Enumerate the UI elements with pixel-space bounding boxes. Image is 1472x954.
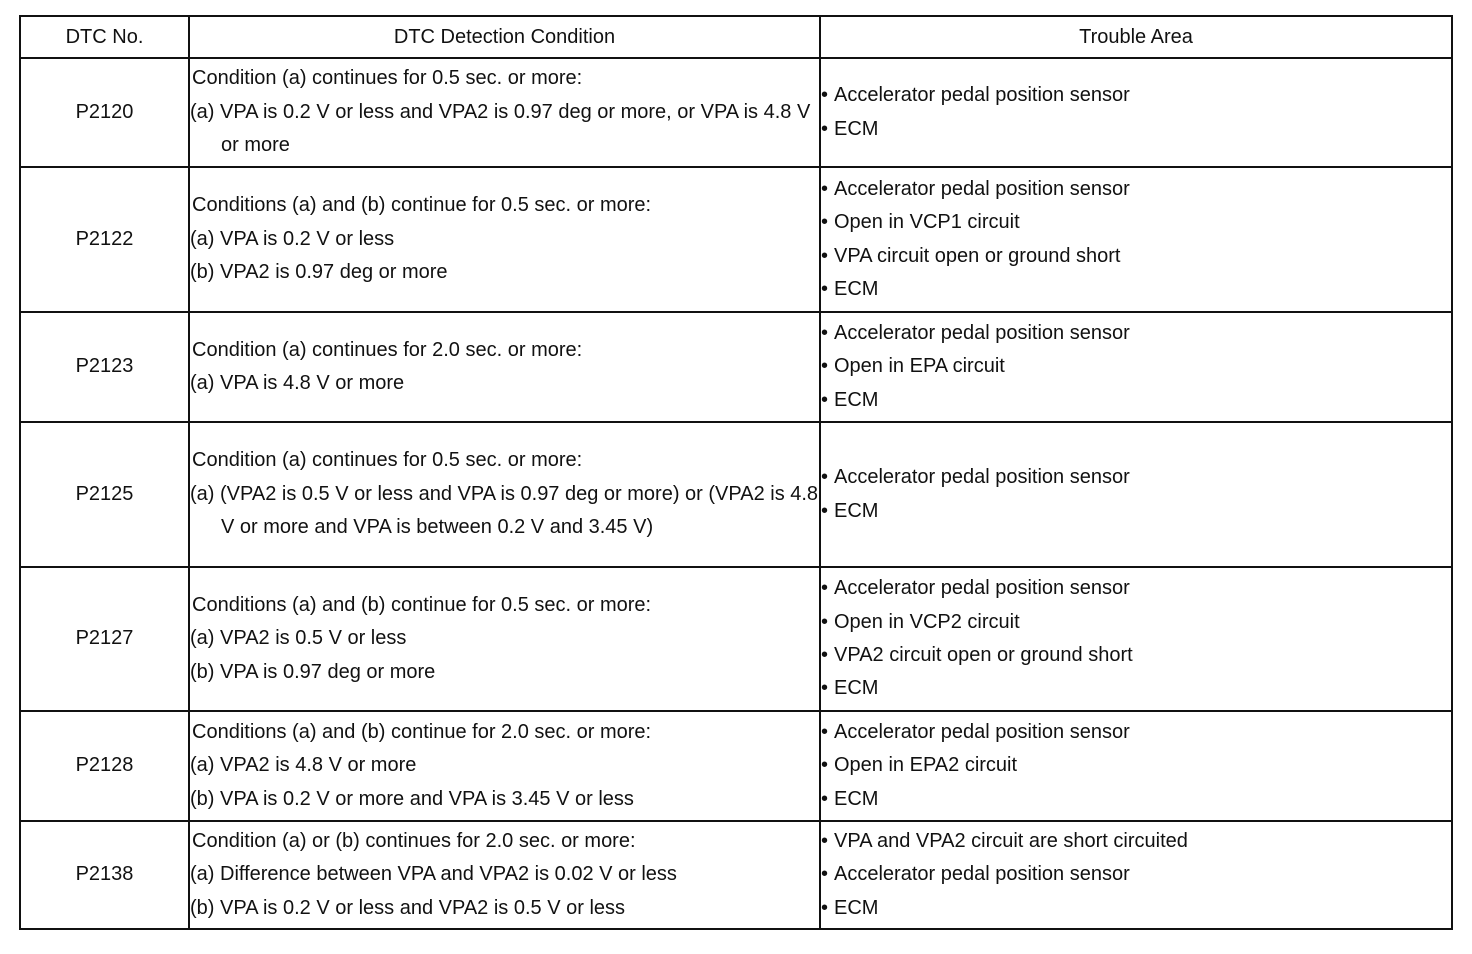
condition-line: (a) Difference between VPA and VPA2 is 0.02 V or less (190, 863, 677, 886)
trouble-area-text: Accelerator pedal position sensor (834, 863, 1130, 886)
table-row (20, 422, 1452, 567)
bullet-icon: • (821, 177, 829, 200)
bullet-icon: • (821, 896, 829, 919)
trouble-area-item (821, 892, 1451, 925)
table-row (20, 567, 1452, 711)
trouble-area (820, 312, 1452, 422)
detection-condition (189, 821, 820, 929)
trouble-area-item (821, 783, 1451, 816)
condition-line: Condition (a) continues for 2.0 sec. or more: (192, 338, 583, 361)
dtc-code: P2125 (20, 422, 189, 567)
trouble-area-text: ECM (834, 499, 879, 522)
trouble-area-item (821, 113, 1451, 146)
trouble-area-item (821, 461, 1451, 494)
condition-line: Condition (a) or (b) continues for 2.0 sec. or more: (192, 829, 636, 852)
condition-line: (b) VPA is 0.2 V or more and VPA is 3.45 V or less (190, 787, 634, 810)
trouble-area-item (821, 749, 1451, 782)
dtc-code: P2122 (20, 167, 189, 312)
bullet-icon: • (821, 466, 829, 489)
trouble-area-text: VPA and VPA2 circuit are short circuited (834, 829, 1188, 852)
header-trouble-area: Trouble Area (820, 16, 1452, 58)
trouble-area (820, 711, 1452, 821)
dtc-table (19, 15, 1453, 930)
trouble-area-text: ECM (834, 677, 879, 700)
trouble-area-text: Open in EPA circuit (834, 355, 1005, 378)
trouble-area-item (821, 173, 1451, 206)
dtc-code: P2120 (20, 58, 189, 167)
trouble-area-item (821, 79, 1451, 112)
detection-condition (189, 312, 820, 422)
table-row (20, 167, 1452, 312)
trouble-area (820, 58, 1452, 167)
bullet-icon: • (821, 499, 829, 522)
table-row (20, 312, 1452, 422)
trouble-area-text: Open in VCP2 circuit (834, 610, 1020, 633)
condition-line: Conditions (a) and (b) continue for 2.0 sec. or more: (192, 720, 652, 743)
trouble-area-item (821, 825, 1451, 858)
bullet-icon: • (821, 84, 829, 107)
trouble-area-text: Accelerator pedal position sensor (834, 84, 1130, 107)
bullet-icon: • (821, 355, 829, 378)
bullet-icon: • (821, 388, 829, 411)
trouble-area-item (821, 716, 1451, 749)
detection-condition (189, 167, 820, 312)
bullet-icon: • (821, 577, 829, 600)
trouble-area-text: Open in VCP1 circuit (834, 211, 1020, 234)
trouble-area-item (821, 495, 1451, 528)
header-dtc-no: DTC No. (20, 16, 189, 58)
table-row (20, 58, 1452, 167)
trouble-area-text: ECM (834, 117, 879, 140)
trouble-area-item (821, 606, 1451, 639)
trouble-area-text: ECM (834, 388, 879, 411)
detection-condition (189, 567, 820, 711)
dtc-code: P2127 (20, 567, 189, 711)
trouble-area-text: ECM (834, 896, 879, 919)
condition-line: (b) VPA is 0.2 V or less and VPA2 is 0.5 V or less (190, 896, 626, 919)
trouble-area-item (821, 206, 1451, 239)
trouble-area-item (821, 317, 1451, 350)
trouble-area-text: Accelerator pedal position sensor (834, 321, 1130, 344)
trouble-area (820, 567, 1452, 711)
detection-condition (189, 711, 820, 821)
header-row (20, 16, 1452, 58)
trouble-area-item (821, 384, 1451, 417)
bullet-icon: • (821, 321, 829, 344)
bullet-icon: • (821, 244, 829, 267)
trouble-area-text: Accelerator pedal position sensor (834, 577, 1130, 600)
condition-line: (a) VPA is 4.8 V or more (190, 372, 405, 394)
condition-line: Conditions (a) and (b) continue for 0.5 sec. or more: (192, 593, 652, 616)
trouble-area-text: Accelerator pedal position sensor (834, 720, 1130, 743)
trouble-area (820, 422, 1452, 567)
trouble-area-text: ECM (834, 277, 879, 300)
dtc-code: P2138 (20, 821, 189, 929)
trouble-area (820, 167, 1452, 312)
bullet-icon: • (821, 211, 829, 234)
header-detection-condition: DTC Detection Condition (189, 16, 820, 58)
condition-line: (a) (VPA2 is 0.5 V or less and VPA is 0.97 deg or more) or (VPA2 is 4.8 V or more and VPA is between 0.2 V and 3.45 V) (190, 482, 819, 539)
table-row (20, 821, 1452, 929)
trouble-area-text: Open in EPA2 circuit (834, 754, 1018, 777)
bullet-icon: • (821, 787, 829, 810)
trouble-area-text: VPA2 circuit open or ground short (834, 644, 1133, 666)
condition-line: (a) VPA2 is 4.8 V or more (190, 754, 417, 777)
condition-line: Condition (a) continues for 0.5 sec. or more: (192, 449, 583, 472)
trouble-area-text: ECM (834, 787, 879, 810)
trouble-area-text: Accelerator pedal position sensor (834, 177, 1130, 200)
bullet-icon: • (821, 720, 829, 743)
dtc-code: P2128 (20, 711, 189, 821)
trouble-area (820, 821, 1452, 929)
trouble-area-item (821, 572, 1451, 605)
bullet-icon: • (821, 644, 829, 666)
trouble-area-item (821, 350, 1451, 383)
condition-line: Condition (a) continues for 0.5 sec. or more: (192, 67, 583, 90)
bullet-icon: • (821, 677, 829, 700)
bullet-icon: • (821, 829, 829, 852)
dtc-code: P2123 (20, 312, 189, 422)
trouble-area-item (821, 273, 1451, 306)
detection-condition (189, 422, 820, 567)
bullet-icon: • (821, 863, 829, 886)
bullet-icon: • (821, 277, 829, 300)
trouble-area-text: Accelerator pedal position sensor (834, 466, 1130, 489)
bullet-icon: • (821, 117, 829, 140)
condition-line: (b) VPA is 0.97 deg or more (190, 660, 436, 683)
trouble-area-item (821, 240, 1451, 273)
bullet-icon: • (821, 610, 829, 633)
condition-line: Conditions (a) and (b) continue for 0.5 sec. or more: (192, 194, 652, 217)
trouble-area-text: VPA circuit open or ground short (834, 244, 1121, 267)
condition-line: (a) VPA is 0.2 V or less and VPA2 is 0.97 deg or more, or VPA is 4.8 V or more (190, 100, 811, 157)
table-row (20, 711, 1452, 821)
condition-line: (b) VPA2 is 0.97 deg or more (190, 261, 448, 284)
condition-line: (a) VPA2 is 0.5 V or less (190, 627, 407, 650)
trouble-area-item (821, 858, 1451, 891)
trouble-area-item (821, 639, 1451, 672)
condition-line: (a) VPA is 0.2 V or less (190, 227, 395, 250)
detection-condition (189, 58, 820, 167)
trouble-area-item (821, 672, 1451, 705)
bullet-icon: • (821, 754, 829, 777)
